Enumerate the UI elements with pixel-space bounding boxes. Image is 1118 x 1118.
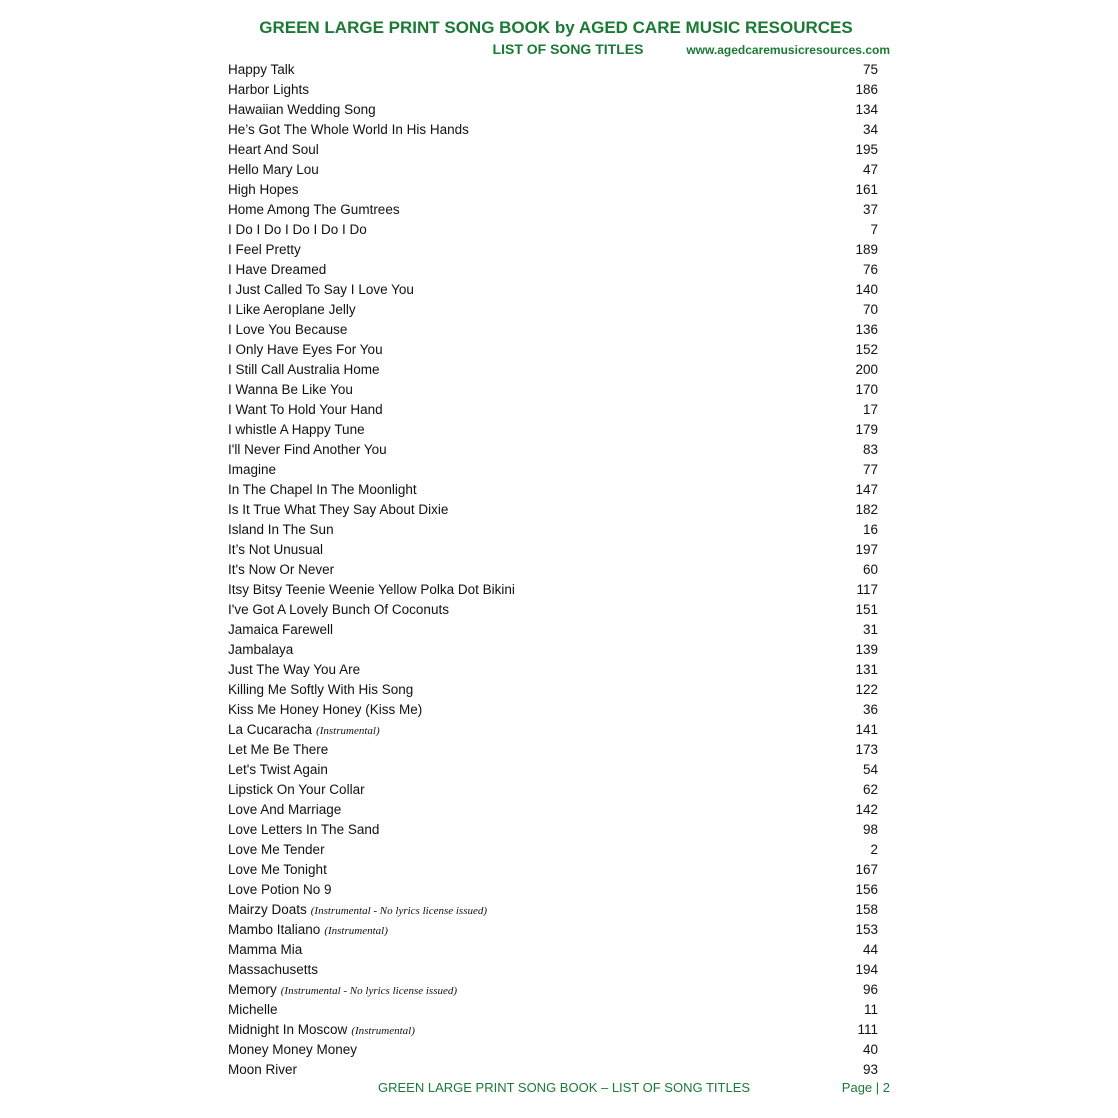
song-title-cell	[228, 660, 360, 680]
song-note: (Instrumental - No lyrics license issued)	[310, 905, 488, 917]
song-note: (Instrumental - No lyrics license issued)	[280, 985, 458, 997]
song-title-cell	[228, 740, 328, 760]
song-title: I Still Call Australia Home	[228, 362, 380, 377]
footer-page-number: Page | 2	[841, 1080, 890, 1095]
song-page-number: 136	[855, 322, 878, 337]
song-row	[228, 600, 878, 620]
song-list	[228, 60, 878, 1080]
song-title-cell	[228, 240, 301, 260]
song-row	[228, 1000, 878, 1020]
song-row	[228, 840, 878, 860]
song-row	[228, 520, 878, 540]
song-title-cell	[228, 940, 302, 960]
song-page-number: 152	[855, 342, 878, 357]
song-title: Mamma Mia	[228, 942, 303, 957]
song-page-number: 170	[855, 382, 878, 397]
song-page-number: 158	[855, 902, 878, 917]
song-title-cell	[228, 920, 388, 941]
song-row	[228, 860, 878, 880]
song-row	[228, 500, 878, 520]
song-title: Killing Me Softly With His Song	[228, 682, 414, 697]
song-row	[228, 180, 878, 200]
song-page-number: 98	[862, 822, 878, 837]
song-title: High Hopes	[228, 182, 299, 197]
song-row	[228, 260, 878, 280]
song-title-cell	[228, 460, 276, 480]
song-title: Love Letters In The Sand	[228, 822, 380, 837]
song-title: Jambalaya	[228, 642, 294, 657]
song-title: Imagine	[228, 462, 277, 477]
song-row	[228, 160, 878, 180]
song-page-number: 36	[862, 702, 878, 717]
song-title-cell	[228, 60, 295, 80]
song-page-number: 54	[862, 762, 878, 777]
song-page-number: 167	[855, 862, 878, 877]
song-page-number: 141	[855, 722, 878, 737]
song-title-cell	[228, 1060, 297, 1080]
song-title: Hello Mary Lou	[228, 162, 319, 177]
song-page-number: 83	[862, 442, 878, 457]
song-title: La Cucaracha	[228, 722, 313, 737]
song-title-cell	[228, 880, 332, 900]
song-title-cell	[228, 560, 334, 580]
song-title: It's Now Or Never	[228, 562, 335, 577]
song-row	[228, 480, 878, 500]
song-row	[228, 760, 878, 780]
song-row	[228, 360, 878, 380]
song-title-cell	[228, 100, 376, 120]
song-note: (Instrumental)	[351, 1025, 415, 1037]
song-page-number: 122	[855, 682, 878, 697]
song-title-cell	[228, 1020, 415, 1041]
song-page-number: 70	[862, 302, 878, 317]
song-title: Just The Way You Are	[228, 662, 361, 677]
song-page-number: 139	[855, 642, 878, 657]
song-row	[228, 560, 878, 580]
song-page-number: 76	[862, 262, 878, 277]
song-title: Memory	[228, 982, 277, 997]
song-row	[228, 1060, 878, 1080]
song-row	[228, 700, 878, 720]
song-title: Mairzy Doats	[228, 902, 307, 917]
song-page-number: 182	[855, 502, 878, 517]
song-page-number: 134	[855, 102, 878, 117]
song-page-number: 156	[855, 882, 878, 897]
song-page-number: 179	[855, 422, 878, 437]
website-link[interactable]: www.agedcaremusicresources.com	[686, 43, 890, 57]
song-title-cell	[228, 360, 380, 380]
song-title-cell	[228, 580, 515, 600]
song-row	[228, 960, 878, 980]
song-note: (Instrumental)	[316, 725, 380, 737]
song-title: I Just Called To Say I Love You	[228, 282, 414, 297]
song-title: Moon River	[228, 1062, 298, 1077]
song-title: Itsy Bitsy Teenie Weenie Yellow Polka Dot Bikini	[228, 582, 515, 597]
song-title: Happy Talk	[228, 62, 295, 77]
song-title: I Feel Pretty	[228, 242, 301, 257]
song-title-cell	[228, 180, 299, 200]
song-page-number: 153	[855, 922, 878, 937]
song-row	[228, 720, 878, 740]
song-row	[228, 620, 878, 640]
song-title-cell	[228, 220, 367, 240]
song-row	[228, 900, 878, 920]
song-row	[228, 1020, 878, 1040]
song-page-number: 40	[862, 1042, 878, 1057]
song-title: I Wanna Be Like You	[228, 382, 353, 397]
song-title: Is It True What They Say About Dixie	[228, 502, 449, 517]
song-title-cell	[228, 340, 383, 360]
song-title: Massachusetts	[228, 962, 319, 977]
song-title-cell	[228, 280, 414, 300]
song-page-number: 47	[862, 162, 878, 177]
song-row	[228, 980, 878, 1000]
song-row	[228, 240, 878, 260]
song-title-cell	[228, 300, 356, 320]
song-title: I whistle A Happy Tune	[228, 422, 365, 437]
song-page-number: 161	[855, 182, 878, 197]
song-title: In The Chapel In The Moonlight	[228, 482, 417, 497]
song-row	[228, 400, 878, 420]
song-page-number: 60	[862, 562, 878, 577]
song-page-number: 189	[855, 242, 878, 257]
song-row	[228, 540, 878, 560]
song-title: I've Got A Lovely Bunch Of Coconuts	[228, 602, 449, 617]
song-title-cell	[228, 720, 380, 741]
song-title: Michelle	[228, 1002, 278, 1017]
song-page-number: 2	[870, 842, 878, 857]
song-page-number: 194	[855, 962, 878, 977]
song-title: I Love You Because	[228, 322, 348, 337]
song-title-cell	[228, 160, 319, 180]
song-title: Love Potion No 9	[228, 882, 332, 897]
song-page-number: 173	[855, 742, 878, 757]
song-page-number: 142	[855, 802, 878, 817]
song-title-cell	[228, 620, 333, 640]
song-title-cell	[228, 780, 365, 800]
song-page-number: 37	[862, 202, 878, 217]
song-title: I Like Aeroplane Jelly	[228, 302, 356, 317]
song-row	[228, 920, 878, 940]
song-title-cell	[228, 480, 417, 500]
song-row	[228, 1040, 878, 1060]
song-title-cell	[228, 120, 469, 140]
song-title-cell	[228, 980, 457, 1001]
song-page-number: 11	[863, 1002, 878, 1017]
song-title-cell	[228, 400, 383, 420]
song-row	[228, 100, 878, 120]
song-row	[228, 300, 878, 320]
song-title: It’s Not Unusual	[228, 542, 324, 557]
song-title-cell	[228, 420, 365, 440]
song-title: He’s Got The Whole World In His Hands	[228, 122, 469, 137]
song-page-number: 93	[862, 1062, 878, 1077]
song-title-cell	[228, 520, 334, 540]
song-page-number: 16	[862, 522, 878, 537]
song-title: Mambo Italiano	[228, 922, 321, 937]
song-page-number: 77	[862, 462, 878, 477]
song-row	[228, 780, 878, 800]
song-note: (Instrumental)	[324, 925, 388, 937]
song-title: Let's Twist Again	[228, 762, 328, 777]
song-row	[228, 220, 878, 240]
song-page-number: 96	[862, 982, 878, 997]
song-title-cell	[228, 540, 323, 560]
song-title-cell	[228, 200, 400, 220]
song-row	[228, 580, 878, 600]
song-page-number: 111	[857, 1022, 878, 1037]
song-row	[228, 680, 878, 700]
song-page-number: 31	[862, 622, 878, 637]
song-title-cell	[228, 960, 318, 980]
song-row	[228, 80, 878, 100]
song-row	[228, 420, 878, 440]
song-title: Heart And Soul	[228, 142, 319, 157]
song-row	[228, 340, 878, 360]
song-title-cell	[228, 900, 487, 921]
song-title: I'll Never Find Another You	[228, 442, 387, 457]
song-row	[228, 200, 878, 220]
song-title-cell	[228, 640, 293, 660]
song-title-cell	[228, 140, 319, 160]
song-title-cell	[228, 800, 341, 820]
song-row	[228, 120, 878, 140]
song-title: Midnight In Moscow	[228, 1022, 348, 1037]
song-page-number: 197	[855, 542, 878, 557]
song-title: Kiss Me Honey Honey (Kiss Me)	[228, 702, 423, 717]
song-row	[228, 660, 878, 680]
song-title: I Have Dreamed	[228, 262, 327, 277]
song-title-cell	[228, 440, 387, 460]
song-title-cell	[228, 80, 309, 100]
song-page-number: 17	[862, 402, 878, 417]
song-page-number: 200	[855, 362, 878, 377]
song-title: Home Among The Gumtrees	[228, 202, 400, 217]
page-subtitle: LIST OF SONG TITLES	[492, 41, 644, 57]
song-title-cell	[228, 860, 327, 880]
song-title: I Want To Hold Your Hand	[228, 402, 383, 417]
song-title: Money Money Money	[228, 1042, 358, 1057]
song-title-cell	[228, 1040, 357, 1060]
song-title: Island In The Sun	[228, 522, 334, 537]
song-row	[228, 440, 878, 460]
song-row	[228, 640, 878, 660]
song-page-number: 117	[856, 582, 878, 597]
song-title-cell	[228, 820, 379, 840]
song-title: Hawaiian Wedding Song	[228, 102, 376, 117]
song-page-number: 62	[862, 782, 878, 797]
song-title: Love Me Tonight	[228, 862, 327, 877]
song-title: Harbor Lights	[228, 82, 310, 97]
song-page-number: 186	[855, 82, 878, 97]
song-title: Love Me Tender	[228, 842, 325, 857]
song-title: Let Me Be There	[228, 742, 329, 757]
song-page-number: 44	[862, 942, 878, 957]
song-row	[228, 380, 878, 400]
song-title-cell	[228, 600, 449, 620]
song-title-cell	[228, 380, 353, 400]
song-page-number: 151	[855, 602, 878, 617]
song-row	[228, 460, 878, 480]
song-page-number: 75	[862, 62, 878, 77]
song-title: I Only Have Eyes For You	[228, 342, 383, 357]
song-page-number: 147	[855, 482, 878, 497]
song-row	[228, 940, 878, 960]
song-row	[228, 320, 878, 340]
song-title: Jamaica Farewell	[228, 622, 334, 637]
song-row	[228, 800, 878, 820]
page-title: GREEN LARGE PRINT SONG BOOK by AGED CARE MUSIC RESOURCES	[259, 18, 853, 37]
song-row	[228, 740, 878, 760]
song-title-cell	[228, 320, 347, 340]
song-page-number: 195	[855, 142, 878, 157]
song-page-number: 34	[862, 122, 878, 137]
song-title: Love And Marriage	[228, 802, 342, 817]
song-title-cell	[228, 700, 422, 720]
song-row	[228, 880, 878, 900]
song-title-cell	[228, 1000, 278, 1020]
song-page-number: 140	[855, 282, 878, 297]
song-row	[228, 820, 878, 840]
song-title-cell	[228, 680, 413, 700]
song-row	[228, 60, 878, 80]
song-title-cell	[228, 500, 448, 520]
song-title-cell	[228, 260, 326, 280]
song-page-number: 131	[855, 662, 878, 677]
footer-title: GREEN LARGE PRINT SONG BOOK – LIST OF SONG TITLES	[378, 1080, 751, 1095]
song-page-number: 7	[870, 222, 878, 237]
song-title-cell	[228, 760, 328, 780]
song-title: Lipstick On Your Collar	[228, 782, 365, 797]
song-row	[228, 140, 878, 160]
song-row	[228, 280, 878, 300]
song-title: I Do I Do I Do I Do I Do	[228, 222, 367, 237]
song-title-cell	[228, 840, 325, 860]
